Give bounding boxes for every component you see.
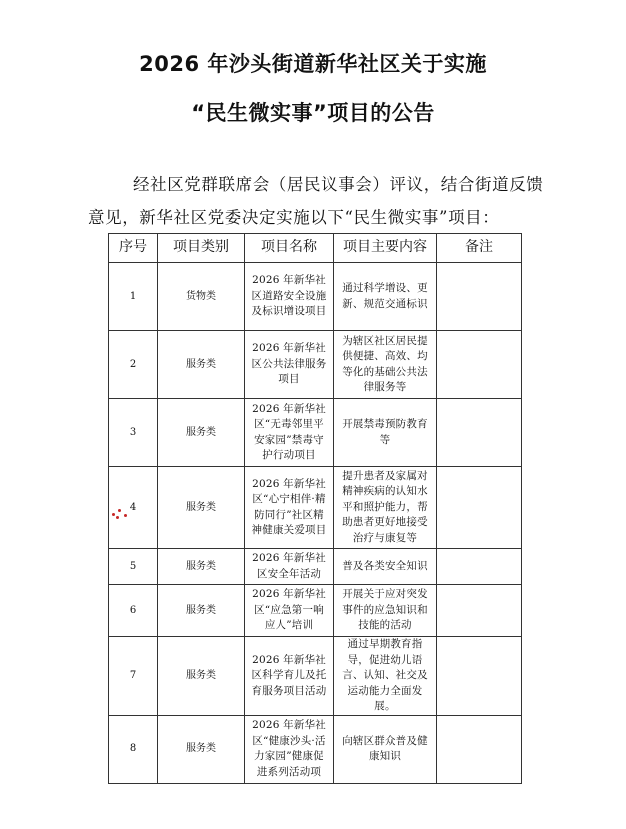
row-category: 服务类 xyxy=(158,549,245,585)
table-row xyxy=(109,467,522,549)
row-category: 服务类 xyxy=(158,715,245,783)
header-note: 备注 xyxy=(437,234,522,263)
row-content: 通过早期教育指导，促进幼儿语言、认知、社交及运动能力全面发展。 xyxy=(334,637,437,716)
row-category: 服务类 xyxy=(158,331,245,399)
row-no: 1 xyxy=(109,263,158,331)
table-row xyxy=(109,263,522,331)
row-no: 8 xyxy=(109,715,158,783)
table-row xyxy=(109,715,522,783)
notice-title-line-1: 2026 年沙头街道新华社区关于实施 xyxy=(139,52,487,76)
row-note xyxy=(437,399,522,467)
row-no: 3 xyxy=(109,399,158,467)
row-category: 货物类 xyxy=(158,263,245,331)
row-no: 2 xyxy=(109,331,158,399)
intro-paragraph-line-1: 经社区党群联席会（居民议事会）评议，结合街道反馈 xyxy=(133,175,544,194)
table-row xyxy=(109,331,522,399)
row-category: 服务类 xyxy=(158,399,245,467)
row-name: 2026 年新华社区科学育儿及托育服务项目活动 xyxy=(245,637,334,716)
project-table xyxy=(108,233,522,784)
row-note xyxy=(437,637,522,716)
row-content: 开展禁毒预防教育等 xyxy=(334,399,437,467)
row-note xyxy=(437,549,522,585)
row-content: 提升患者及家属对精神疾病的认知水平和照护能力，帮助患者更好地接受治疗与康复等 xyxy=(334,467,437,549)
header-category: 项目类别 xyxy=(158,234,245,263)
row-category: 服务类 xyxy=(158,467,245,549)
intro-paragraph-line-2: 意见，新华社区党委决定实施以下“民生微实事”项目： xyxy=(88,208,500,227)
row-content: 通过科学增设、更新、规范交通标识 xyxy=(334,263,437,331)
row-category: 服务类 xyxy=(158,585,245,637)
row-name: 2026 年新华社区“应急第一响应人”培训 xyxy=(245,585,334,637)
row-name: 2026 年新华社区“健康沙头·活力家园”健康促进系列活动项 xyxy=(245,715,334,783)
row-content: 普及各类安全知识 xyxy=(334,549,437,585)
row-no: 4 xyxy=(109,467,158,549)
row-note xyxy=(437,263,522,331)
row-no: 6 xyxy=(109,585,158,637)
row-name: 2026 年新华社区公共法律服务项目 xyxy=(245,331,334,399)
row-content: 为辖区社区居民提供便捷、高效、均等化的基础公共法律服务等 xyxy=(334,331,437,399)
row-note xyxy=(437,715,522,783)
header-name: 项目名称 xyxy=(245,234,334,263)
row-content: 开展关于应对突发事件的应急知识和技能的活动 xyxy=(334,585,437,637)
row-name: 2026 年新华社区安全年活动 xyxy=(245,549,334,585)
header-content: 项目主要内容 xyxy=(334,234,437,263)
table-row xyxy=(109,549,522,585)
row-note xyxy=(437,585,522,637)
row-note xyxy=(437,331,522,399)
row-name: 2026 年新华社区“无毒邻里平安家园”禁毒守护行动项目 xyxy=(245,399,334,467)
table-row xyxy=(109,585,522,637)
red-stamp-mark-icon xyxy=(110,505,136,519)
notice-title-line-2: “民生微实事”项目的公告 xyxy=(191,101,435,125)
row-no: 5 xyxy=(109,549,158,585)
header-no: 序号 xyxy=(109,234,158,263)
row-name: 2026 年新华社区道路安全设施及标识增设项目 xyxy=(245,263,334,331)
row-name: 2026 年新华社区“心宁相伴·精防同行”社区精神健康关爱项目 xyxy=(245,467,334,549)
row-note xyxy=(437,467,522,549)
row-no: 7 xyxy=(109,637,158,716)
row-content: 向辖区群众普及健康知识 xyxy=(334,715,437,783)
table-header-row xyxy=(109,234,522,263)
table-row xyxy=(109,399,522,467)
table-row xyxy=(109,637,522,716)
row-category: 服务类 xyxy=(158,637,245,716)
